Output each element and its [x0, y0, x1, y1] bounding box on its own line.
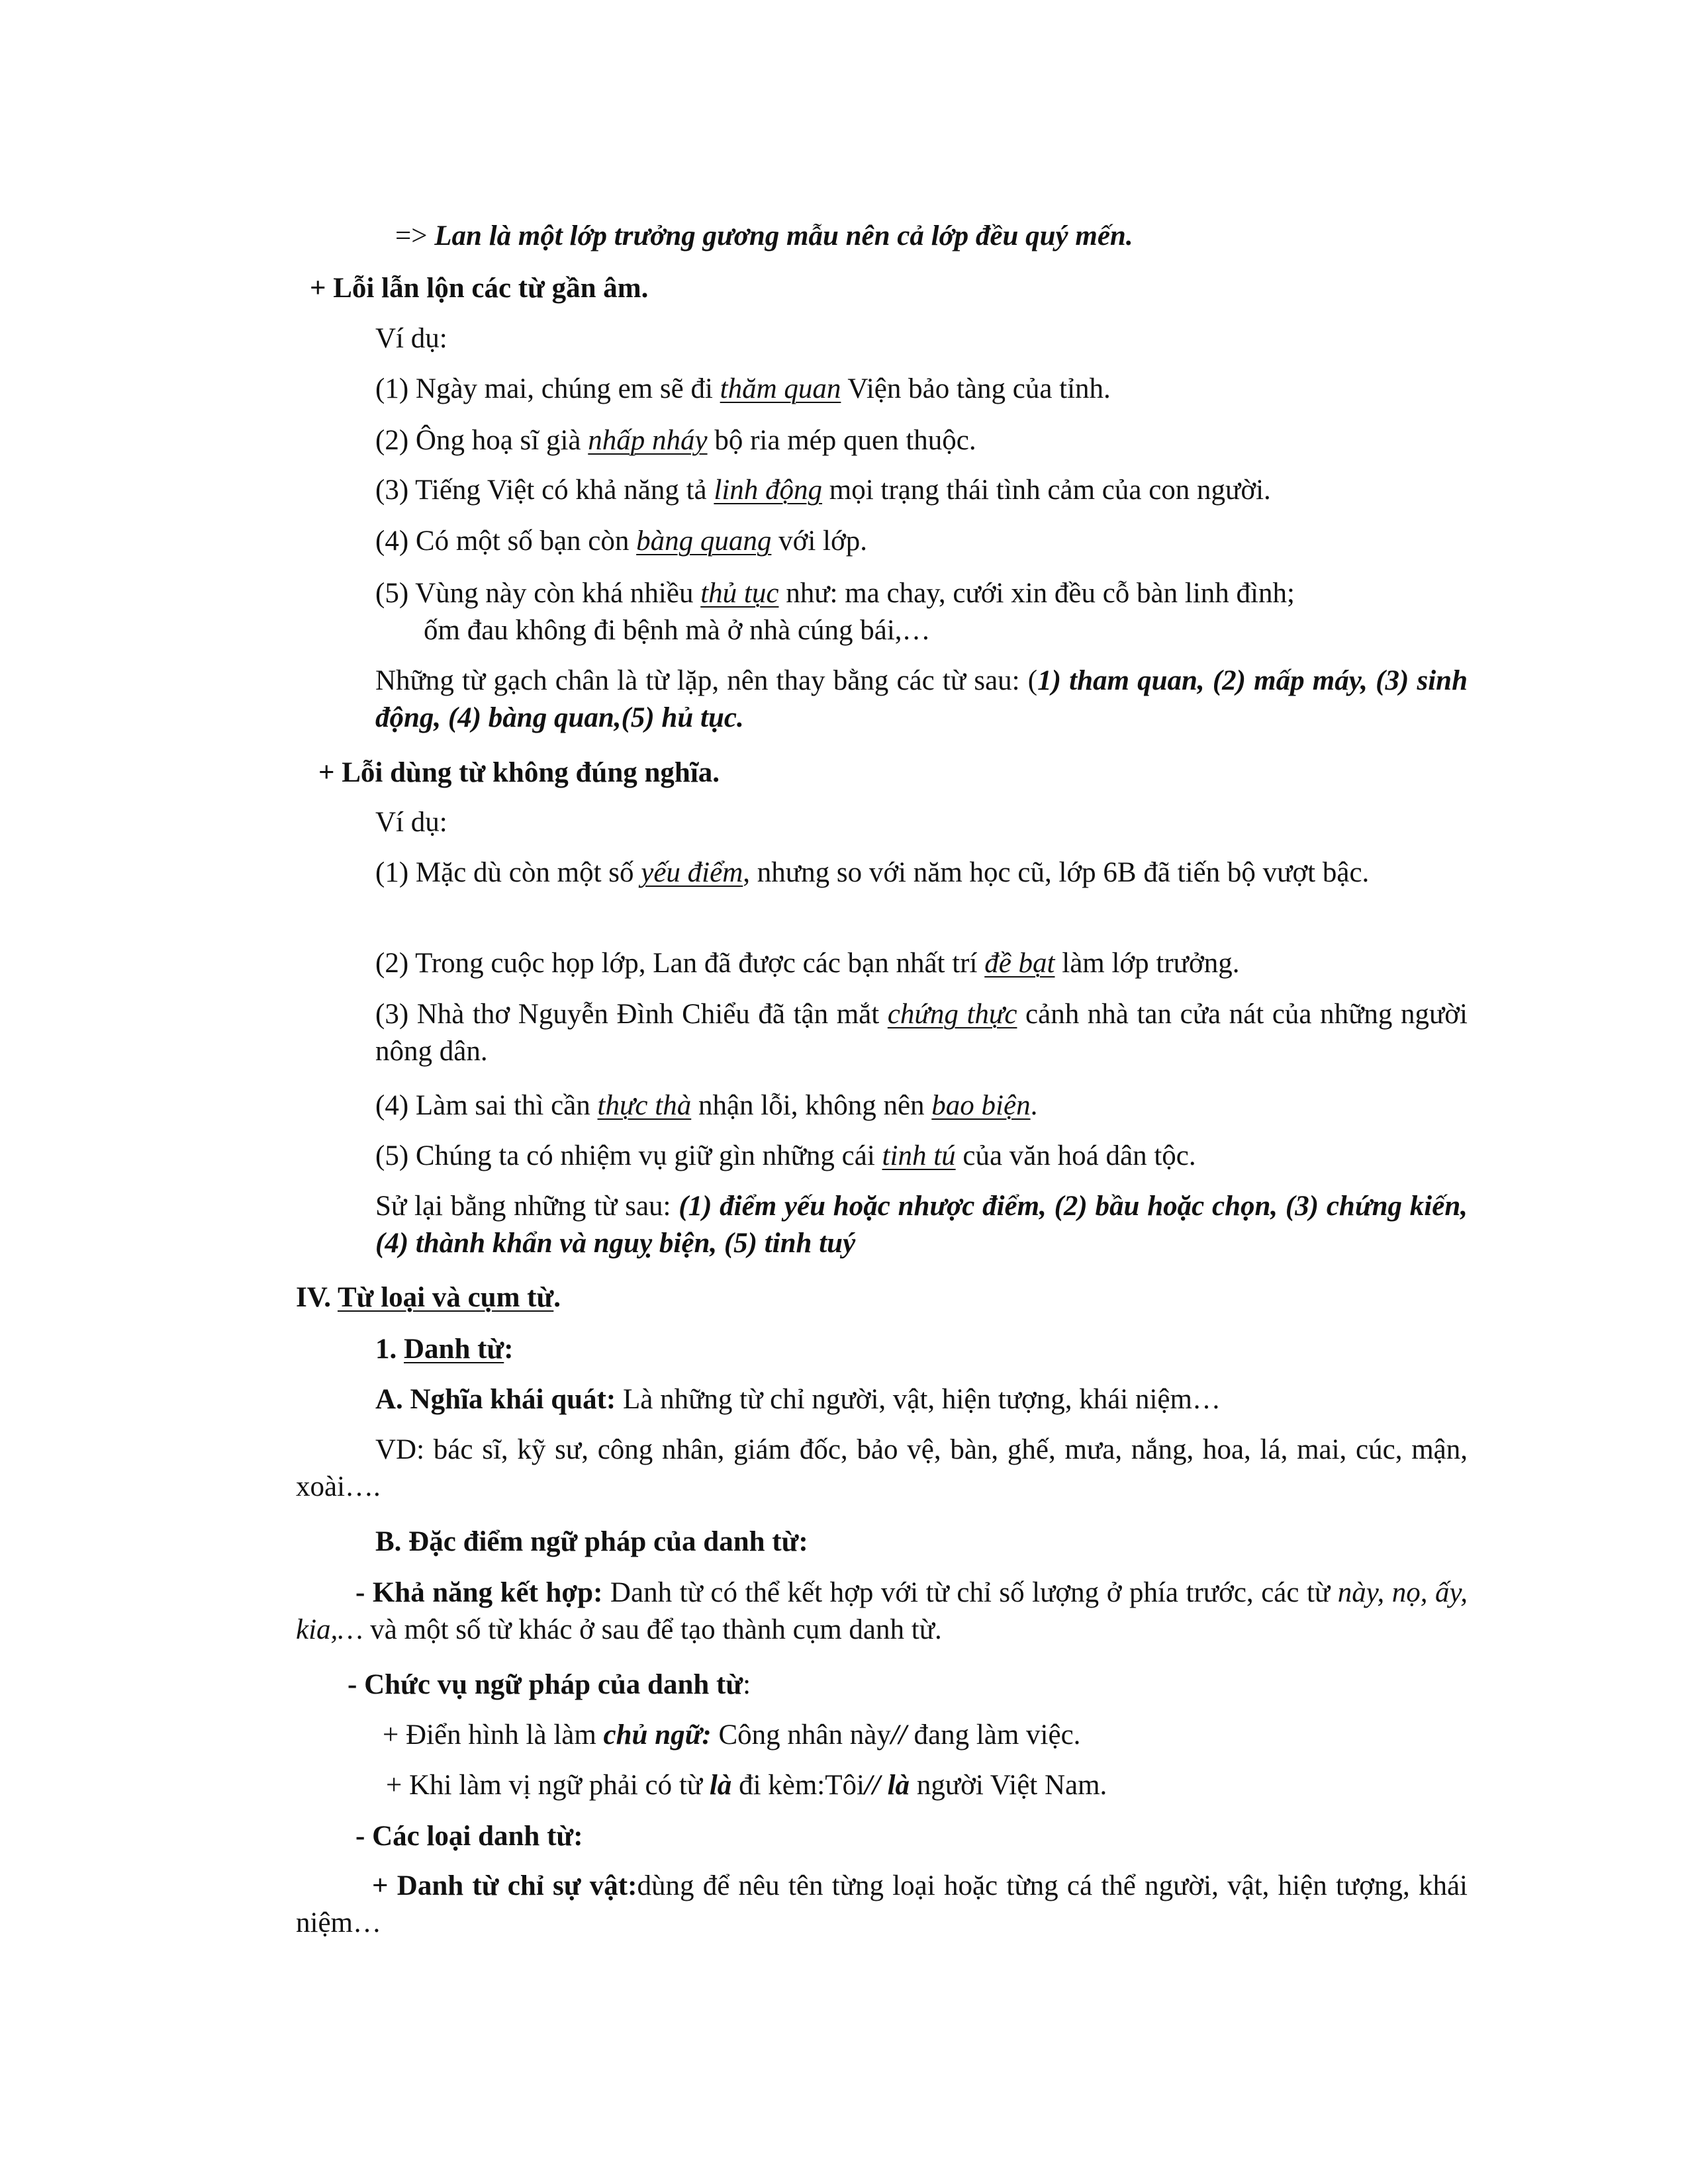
underlined-word: thủ tục [700, 578, 779, 609]
subsection-1-heading: 1. Danh từ: [375, 1334, 514, 1365]
replacement-words: 1) tham quan, (2) mấp máy, (3) sinh động, (4) bàng quan,(5) hủ tục. [375, 665, 1468, 733]
example-5: (5) Vùng này còn khá nhiều thủ tục như: ma chay, cưới xin đều cỗ bàn linh đình; [375, 578, 1295, 609]
example-3: (3) Tiếng Việt có khả năng tả linh động mọi trạng thái tình cảm của con người. [375, 475, 1271, 506]
underlined-word: linh động [714, 475, 823, 506]
grammar-function-heading: - Chức vụ ngữ pháp của danh từ: [348, 1669, 751, 1700]
example-b4: (4) Làm sai thì cần thực thà nhận lỗi, không nên bao biện. [375, 1090, 1038, 1121]
example-2: (2) Ông hoạ sĩ già nhấp nháy bộ ria mép quen thuộc. [375, 425, 976, 456]
replacement-words: (1) điểm yếu hoặc nhược điểm, (2) bầu hoặc chọn, (3) chứng kiến, (4) thành khẩn và nguỵ biện, (5) tinh tuý [375, 1191, 1468, 1259]
arrow-text: => [395, 220, 435, 251]
subject-function: + Điển hình là làm chủ ngữ: Công nhân này// đang làm việc. [383, 1719, 1081, 1751]
general-meaning: A. Nghĩa khái quát: Là những từ chỉ người, vật, hiện tượng, khái niệm… [375, 1384, 1221, 1415]
noun-types-heading: - Các loại danh từ: [355, 1821, 583, 1852]
conclusion-text: Lan là một lớp trưởng gương mẫu nên cả lớp đều quý mến. [434, 220, 1133, 251]
example-1: (1) Ngày mai, chúng em sẽ đi thăm quan Viện bảo tàng của tỉnh. [375, 373, 1111, 404]
predicate-function: + Khi làm vị ngữ phải có từ là đi kèm:Tôi// là người Việt Nam. [386, 1770, 1107, 1801]
replacement-note-2: Sử lại bằng những từ sau: (1) điểm yếu hoặc nhược điểm, (2) bầu hoặc chọn, (3) chứng kiến, (4) thành khẩn và nguỵ biện, (5) tinh tuý [375, 1191, 1468, 1259]
example-b5: (5) Chúng ta có nhiệm vụ giữ gìn những cái tinh tú của văn hoá dân tộc. [375, 1140, 1196, 1171]
example-b1: (1) Mặc dù còn một số yếu điểm, nhưng so với năm học cũ, lớp 6B đã tiến bộ vượt bậc. [375, 857, 1370, 888]
subsection-title: Danh từ [404, 1334, 504, 1365]
example-b3: (3) Nhà thơ Nguyễn Đình Chiểu đã tận mắt chứng thực cảnh nhà tan cửa nát của những người nông dân. [375, 999, 1468, 1067]
underlined-word: yếu điểm [641, 857, 743, 888]
replacement-note-1: Những từ gạch chân là từ lặp, nên thay bằng các từ sau: (1) tham quan, (2) mấp máy, (3) sinh động, (4) bàng quan,(5) hủ tục. [375, 665, 1468, 733]
underlined-word: bàng quang [636, 525, 772, 557]
section-iv-heading: IV. Từ loại và cụm từ. [296, 1282, 561, 1313]
heading-near-sound-errors: + Lỗi lẫn lộn các từ gần âm. [310, 273, 649, 304]
conclusion-line [395, 218, 1133, 255]
underlined-word: thực thà [597, 1090, 692, 1121]
grammar-features-heading: B. Đặc điểm ngữ pháp của danh từ: [375, 1526, 808, 1557]
noun-examples: VD: bác sĩ, kỹ sư, công nhân, giám đốc, bảo vệ, bàn, ghế, mưa, nắng, hoa, lá, mai, cúc, mận, xoài…. [296, 1434, 1468, 1502]
section-title: Từ loại và cụm từ [337, 1282, 554, 1313]
example-5-continued: ốm đau không đi bệnh mà ở nhà cúng bái,… [424, 615, 931, 646]
example-label: Ví dụ: [375, 323, 447, 354]
combination-ability: - Khả năng kết hợp: Danh từ có thể kết hợp với từ chỉ số lượng ở phía trước, các từ này, nọ, ấy, kia,… và một số từ khác ở sau để tạo thành cụm danh từ. [296, 1577, 1468, 1645]
underlined-word: nhấp nháy [588, 425, 708, 456]
example-label: Ví dụ: [375, 807, 447, 838]
underlined-word: bao biện [931, 1090, 1031, 1121]
underlined-word: thăm quan [720, 373, 841, 404]
example-4: (4) Có một số bạn còn bàng quang với lớp. [375, 525, 867, 557]
underlined-word: tinh tú [882, 1140, 956, 1171]
underlined-word: chứng thực [887, 999, 1017, 1030]
thing-nouns: + Danh từ chỉ sự vật:dùng để nêu tên từng loại hoặc từng cá thể người, vật, hiện tượng, khái niệm… [296, 1870, 1468, 1938]
underlined-word: đề bạt [984, 948, 1055, 979]
example-b2: (2) Trong cuộc họp lớp, Lan đã được các bạn nhất trí đề bạt làm lớp trưởng. [375, 948, 1240, 979]
heading-wrong-meaning-errors: + Lỗi dùng từ không đúng nghĩa. [318, 757, 720, 788]
